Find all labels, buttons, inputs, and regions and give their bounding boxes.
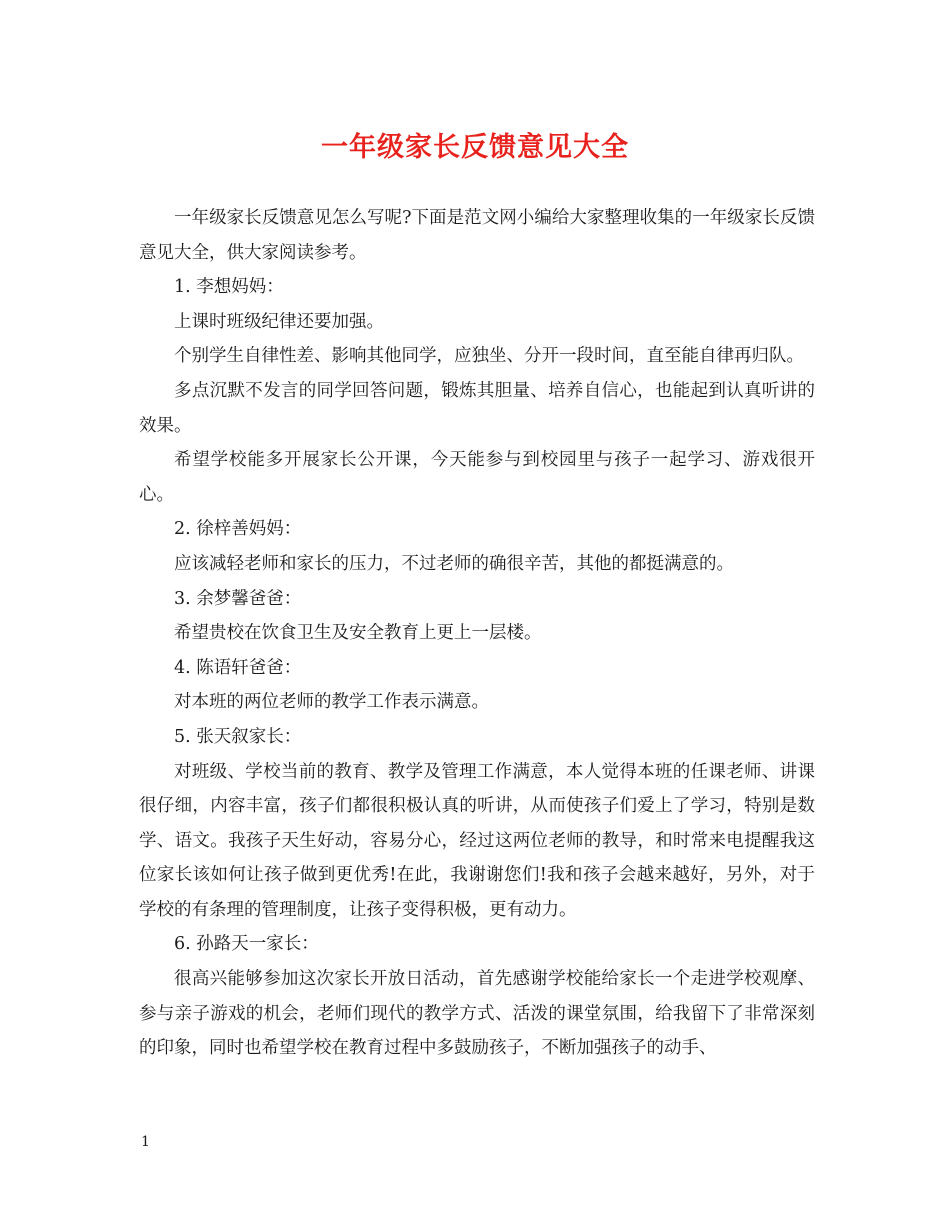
feedback-paragraph: 对本班的两位老师的教学工作表示满意。 xyxy=(174,692,489,713)
feedback-paragraph: 应该减轻老师和家长的压力，不过老师的确很辛苦，其他的都挺满意的。 xyxy=(174,553,734,574)
feedback-paragraph: 希望学校能多开展家长公开课，今天能参与到校园里与孩子一起学习、游戏很开心。 xyxy=(139,450,815,505)
feedback-paragraph: 很高兴能够参加这次家长开放日活动，首先感谢学校能给家长一个走进学校观摩、参与亲子游戏的机会，老师们现代的教学方式、活泼的课堂氛围，给我留下了非常深刻的印象，同时也希望学校在教育过程中多鼓励孩子，不断加强孩子的动手、 xyxy=(139,969,815,1059)
feedback-heading-2: 2. 徐梓善妈妈： xyxy=(174,519,302,540)
page-title: 一年级家长反馈意见大全 xyxy=(321,132,629,163)
feedback-heading-6: 6. 孙路天一家长： xyxy=(174,934,319,955)
feedback-paragraph: 希望贵校在饮食卫生及安全教育上更上一层楼。 xyxy=(174,623,542,644)
feedback-heading-3: 3. 余梦馨爸爸： xyxy=(174,588,302,609)
feedback-heading-4: 4. 陈语轩爸爸： xyxy=(174,657,302,678)
intro-paragraph: 一年级家长反馈意见怎么写呢?下面是范文网小编给大家整理收集的一年级家长反馈意见大全，供大家阅读参考。 xyxy=(139,208,815,263)
feedback-paragraph: 对班级、学校当前的教育、教学及管理工作满意，本人觉得本班的任课老师、讲课很仔细，内容丰富，孩子们都很积极认真的听讲，从而使孩子们爱上了学习，特别是数学、语文。我孩子天生好动，容易分心，经过这两位老师的教导，和时常来电提醒我这位家长该如何让孩子做到更优秀!在此，我谢谢您们!我和孩子会越来越好，另外，对于学校的有条理的管理制度，让孩子变得积极，更有动力。 xyxy=(139,761,815,920)
document-body xyxy=(139,201,815,1066)
feedback-heading-1: 1. 李想妈妈： xyxy=(174,277,284,298)
feedback-heading-5: 5. 张天叙家长： xyxy=(174,726,302,747)
feedback-paragraph: 多点沉默不发言的同学回答问题，锻炼其胆量、培养自信心，也能起到认真听讲的效果。 xyxy=(139,380,815,436)
page-number: 1 xyxy=(141,1134,150,1150)
feedback-paragraph: 个别学生自律性差、影响其他同学，应独坐、分开一段时间，直至能自律再归队。 xyxy=(174,346,804,367)
feedback-paragraph: 上课时班级纪律还要加强。 xyxy=(174,311,384,332)
